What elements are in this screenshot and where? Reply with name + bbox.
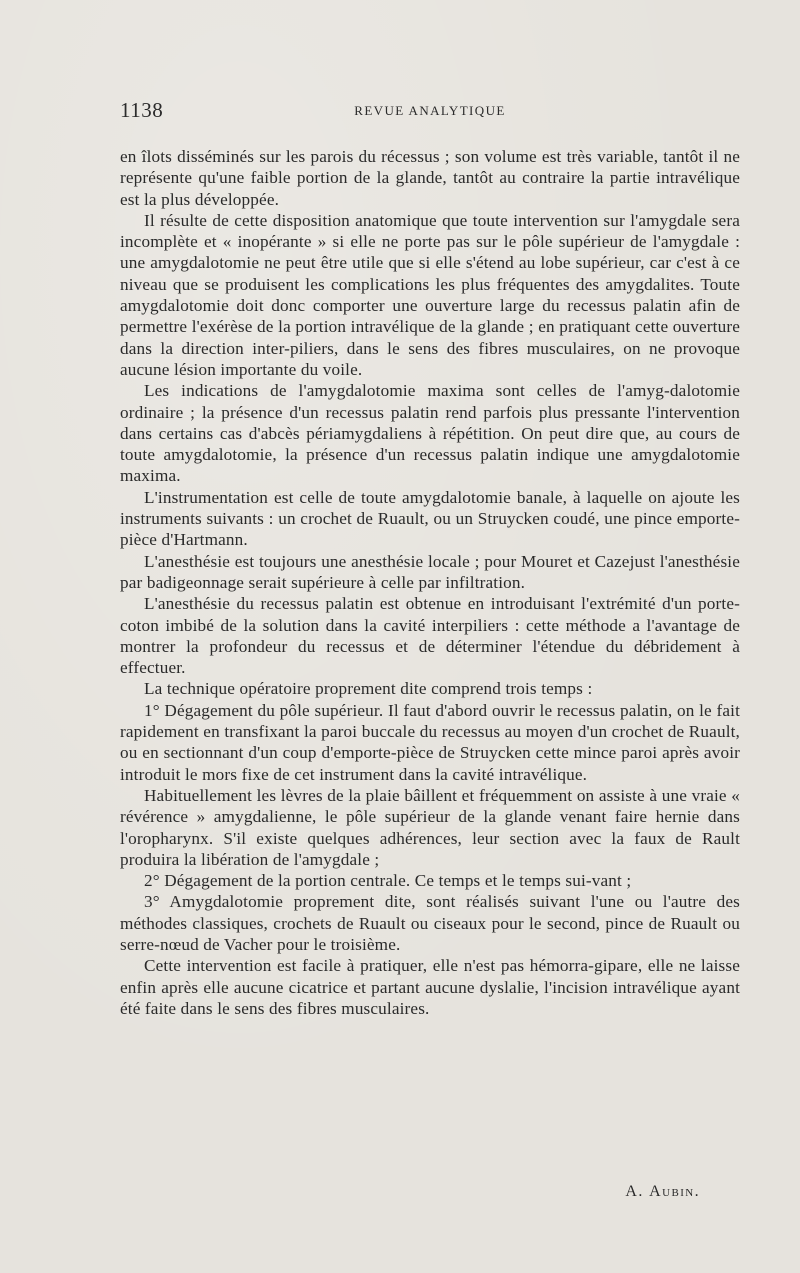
paragraph: Il résulte de cette disposition anatomique que toute intervention sur l'amygdale sera incomplète et « inopérante » si elle ne porte pas sur le pôle supérieur de l'amygdale : une amygdalotomie ne peut être utile que si elle s'étend au lobe supérieur, car c'est à ce niveau que se produisent les complications les plus fréquentes des amygdalites. Toute amygdalotomie doit donc comporter une ouverture large du recessus palatin afin de permettre l'exérèse de la portion intravélique de la glande ; en pratiquant cette ouverture dans la direction inter-piliers, dans le sens des fibres musculaires, on ne provoque aucune lésion importante du voile. (120, 210, 740, 379)
paragraph: 1° Dégagement du pôle supérieur. Il faut d'abord ouvrir le recessus palatin, on le fait rapidement en transfixant la paroi buccale du recessus au moyen d'un crochet de Ruault, ou en sectionnant d'un coup d'emporte-pièce de Struycken cette mince paroi après avoir introduit le mors fixe de cet instrument dans la cavité intravélique. (120, 700, 740, 784)
paragraph: Habituellement les lèvres de la plaie bâillent et fréquemment on assiste à une vraie « révérence » amygdalienne, le pôle supérieur de la glande venant faire hernie dans l'oropharynx. S'il existe quelques adhérences, leur section avec la faux de Rault produira la libération de l'amygdale ; (120, 785, 740, 869)
paragraph: La technique opératoire proprement dite comprend trois temps : (144, 679, 593, 699)
paragraph: 3° Amygdalotomie proprement dite, sont réalisés suivant l'une ou l'autre des méthodes classiques, crochets de Ruault ou ciseaux pour le second, pince de Ruault ou serre-nœud de Vacher pour le troisième. (120, 892, 740, 954)
author-signature (625, 1183, 700, 1201)
author-surname: Aubin. (649, 1183, 700, 1200)
paragraph: en îlots disséminés sur les parois du récessus ; son volume est très variable, tantôt il ne représente qu'une faible portion de la glande, tantôt au contraire la partie intravélique est la plus développée. (120, 147, 740, 209)
paragraph: L'anesthésie est toujours une anesthésie locale ; pour Mouret et Cazejust l'anesthésie par badigeonnage serait supérieure à celle par infiltration. (120, 551, 740, 592)
author-initial: A. (625, 1183, 644, 1200)
page-number: 1138 (120, 98, 164, 122)
paragraph: 2° Dégagement de la portion centrale. Ce temps et le temps sui-vant ; (144, 871, 632, 891)
page-header (120, 98, 740, 132)
paragraph: L'instrumentation est celle de toute amygdalotomie banale, à laquelle on ajoute les instruments suivants : un crochet de Ruault, ou un Struycken coudé, une pince emporte-pièce d'Hartmann. (120, 487, 740, 550)
paragraph: Les indications de l'amygdalotomie maxima sont celles de l'amyg-dalotomie ordinaire ; la présence d'un recessus palatin rend parfois plus pressante l'intervention dans certains cas d'abcès périamygdaliens à répétition. On peut dire que, au cours de toute amygdalotomie, la présence d'un recessus palatin indique une amygdalotomie maxima. (120, 381, 740, 486)
paragraph: Cette intervention est facile à pratiquer, elle n'est pas hémorra-gipare, elle ne laisse enfin après elle aucune cicatrice et partant aucune dyslalie, l'incision intravélique ayant été faite dans le sens des fibres musculaires. (120, 956, 740, 1018)
running-title: REVUE ANALYTIQUE (354, 103, 506, 118)
article-body (120, 146, 740, 1019)
paragraph: L'anesthésie du recessus palatin est obtenue en introduisant l'extrémité d'un porte-coton imbibé de la solution dans la cavité interpiliers : cette méthode a l'avantage de montrer la profondeur du recessus et de déterminer l'étendue du débridement à effectuer. (120, 594, 740, 678)
